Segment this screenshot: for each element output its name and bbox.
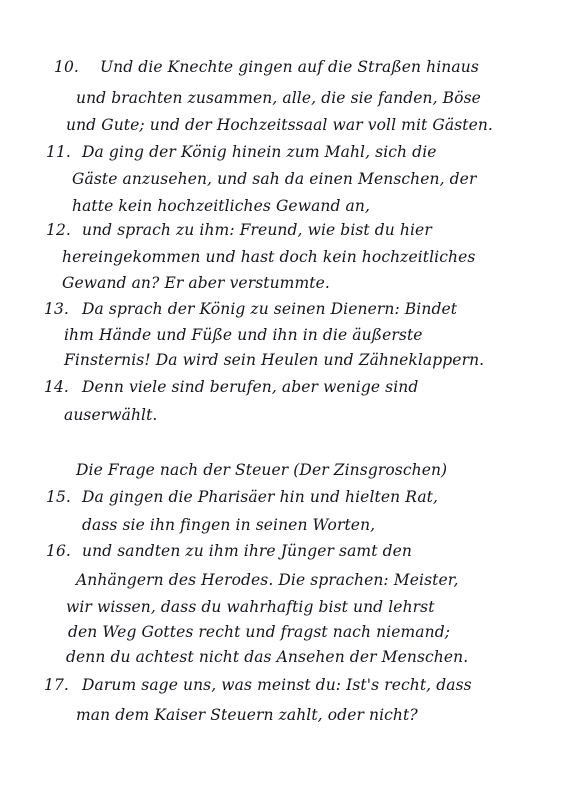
verse-text: Gewand an? Er aber verstummte. (62, 274, 330, 292)
verse-line (66, 597, 435, 617)
verse-text: Finsternis! Da wird sein Heulen und Zähneklappern. (64, 351, 485, 369)
verse-number: 14. (44, 378, 69, 396)
verse-text: Darum sage uns, was meinst du: Ist's recht, dass (82, 676, 472, 694)
verse-number: 15. (46, 488, 71, 506)
verse-line (76, 88, 481, 108)
verse-line (64, 350, 484, 370)
verse-text: und brachten zusammen, alle, die sie fanden, Böse (76, 89, 481, 107)
verse-number: 11. (46, 143, 71, 161)
verse-text: Da gingen die Pharisäer hin und hielten Rat, (82, 488, 439, 506)
verse-number: 10. (54, 58, 79, 76)
section-heading (76, 460, 447, 480)
verse-line (54, 57, 479, 77)
verse-text: auserwählt. (64, 406, 158, 424)
verse-text: Da ging der König hinein zum Mahl, sich die (82, 143, 437, 161)
verse-line (44, 675, 472, 695)
verse-line (66, 115, 493, 135)
verse-line (46, 220, 432, 240)
verse-text: Gäste anzusehen, und sah da einen Menschen, der (72, 170, 477, 188)
verse-text: Und die Knechte gingen auf die Straßen hinaus (100, 58, 479, 76)
verse-text: und sandten zu ihm ihre Jünger samt den (82, 542, 412, 560)
verse-line (64, 405, 157, 425)
verse-text: und Gute; und der Hochzeitssaal war voll mit Gästen. (66, 116, 493, 134)
verse-line (44, 299, 457, 319)
verse-text: hereingekommen und hast doch kein hochzeitliches (62, 248, 476, 266)
verse-number: 12. (46, 221, 71, 239)
verse-line (46, 142, 437, 162)
verse-line (76, 570, 459, 590)
verse-line (62, 273, 330, 293)
verse-text: ihm Hände und Füße und ihn in die äußerste (64, 326, 423, 344)
verse-text: denn du achtest nicht das Ansehen der Menschen. (66, 648, 469, 666)
verse-text: Da sprach der König zu seinen Dienern: Bindet (82, 300, 458, 318)
verse-line (44, 377, 418, 397)
verse-line (76, 705, 418, 725)
verse-text: wir wissen, dass du wahrhaftig bist und lehrst (66, 598, 435, 616)
verse-text: man dem Kaiser Steuern zahlt, oder nicht? (76, 706, 418, 724)
verse-line (66, 647, 468, 667)
verse-text: hatte kein hochzeitliches Gewand an, (72, 197, 370, 215)
verse-line (68, 622, 450, 642)
verse-text: Denn viele sind berufen, aber wenige sind (82, 378, 419, 396)
section-heading-text: Die Frage nach der Steuer (Der Zinsgroschen) (76, 461, 448, 479)
verse-text: dass sie ihn fingen in seinen Worten, (82, 516, 376, 534)
verse-text: den Weg Gottes recht und fragst nach niemand; (68, 623, 451, 641)
verse-text: und sprach zu ihm: Freund, wie bist du hier (82, 221, 432, 239)
verse-line (46, 541, 412, 561)
verse-number: 17. (44, 676, 69, 694)
verse-line (72, 196, 370, 216)
verse-line (72, 169, 476, 189)
verse-line (64, 325, 423, 345)
verse-number: 13. (44, 300, 69, 318)
verse-line (62, 247, 475, 267)
verse-line (82, 515, 375, 535)
verse-number: 16. (46, 542, 71, 560)
verse-line (46, 487, 438, 507)
verse-text: Anhängern des Herodes. Die sprachen: Meister, (76, 571, 459, 589)
